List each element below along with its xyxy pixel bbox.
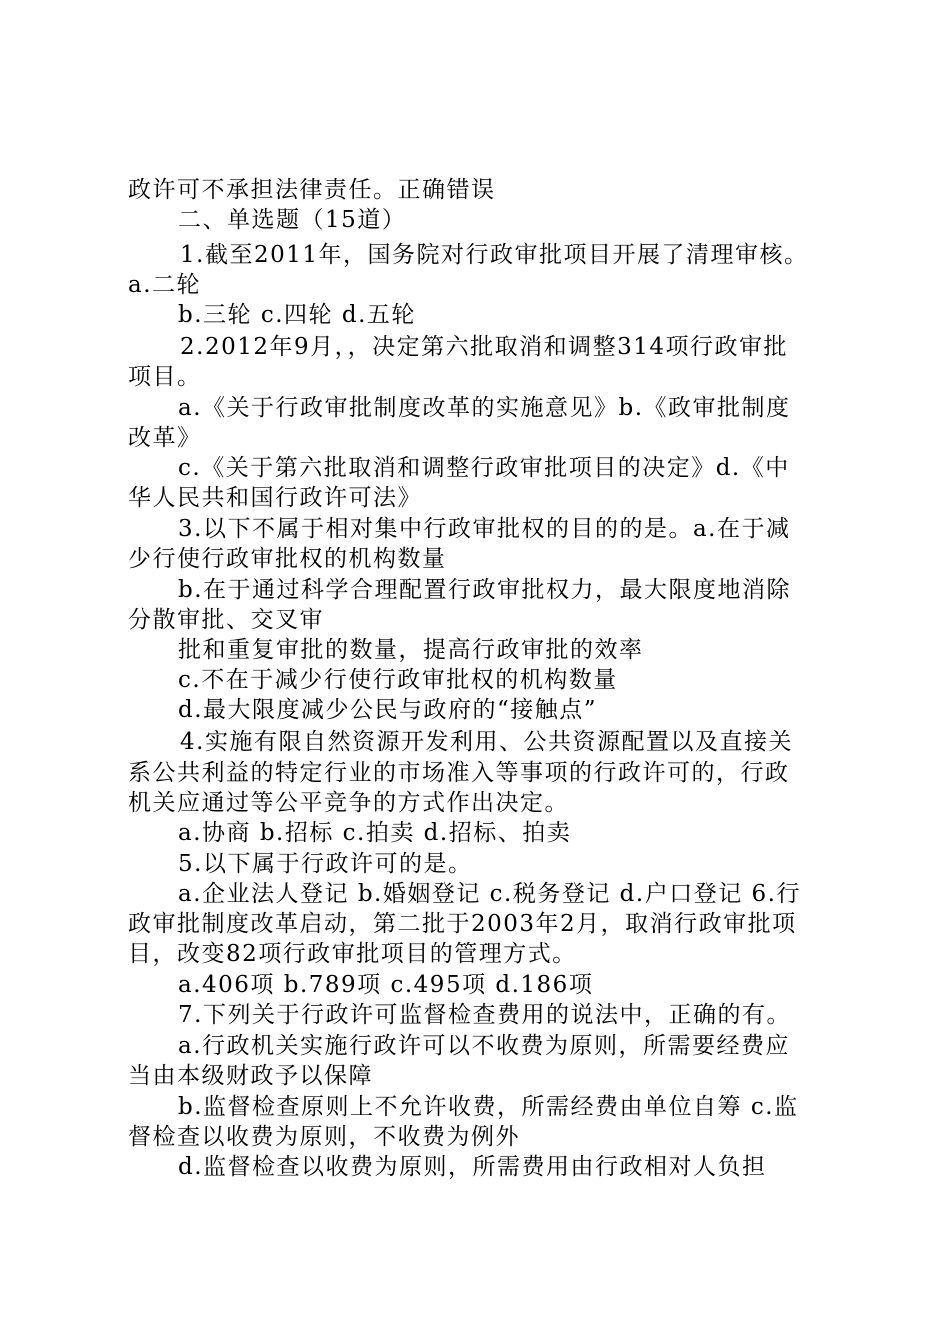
text-line: 当由本级财政予以保障 [128,1063,373,1089]
question-4: 4.实施有限自然资源开发利用、公共资源配置以及直接关 [180,729,793,755]
text-line: 目，改变82项行政审批项目的管理方式。 [128,941,577,967]
text-line: 少行使行政审批权的机构数量 [128,546,447,572]
text-line: a.行政机关实施行政许可以不收费为原则，所需要经费应 [178,1033,791,1059]
question-7: 7.下列关于行政许可监督检查费用的说法中，正确的有。 [178,1002,791,1028]
section-heading: 二、单选题（15道） [178,207,407,233]
text-line: b.三轮 c.四轮 d.五轮 [178,302,416,328]
text-line: 机关应通过等公平竞争的方式作出决定。 [128,790,569,816]
question-3: 3.以下不属于相对集中行政审批权的目的的是。a.在于减 [178,516,791,542]
text-line: a.企业法人登记 b.婚姻登记 c.税务登记 d.户口登记 6.行 [178,881,801,907]
text-line: b.在于通过科学合理配置行政审批权力，最大限度地消除 [178,577,792,603]
text-line: c.《关于第六批取消和调整行政审批项目的决定》d.《中 [178,455,790,481]
text-line: 项目。 [128,364,202,390]
question-5: 5.以下属于行政许可的是。 [178,851,473,877]
question-2: 2.2012年9月，，决定第六批取消和调整314项行政审批 [180,334,789,360]
text-line: a.406项 b.789项 c.495项 d.186项 [178,972,594,998]
text-line: 改革》 [128,425,202,451]
text-line: c.不在于减少行使行政审批权的机构数量 [178,667,618,693]
text-line: a.《关于行政审批制度改革的实施意见》b.《政审批制度 [178,395,791,421]
text-line: 华人民共和国行政许可法》 [128,485,422,511]
text-line: 督检查以收费为原则，不收费为例外 [128,1124,520,1150]
text-line: 系公共利益的特定行业的市场准入等事项的行政许可的，行政 [128,760,790,786]
text-line: b.监督检查原则上不允许收费，所需经费由单位自筹 c.监 [178,1094,799,1120]
text-line: 分散审批、交叉审 [128,607,324,633]
text-line: a.协商 b.招标 c.拍卖 d.招标、拍卖 [178,820,572,846]
question-1: 1.截至2011年，国务院对行政审批项目开展了清理审核。 [180,242,809,268]
text-line: d.最大限度减少公民与政府的“接触点” [178,697,598,723]
text-line: 政许可不承担法律责任。正确错误 [128,177,496,203]
text-line: 批和重复审批的数量，提高行政审批的效率 [178,637,644,663]
text-line: d.监督检查以收费为原则，所需费用由行政相对人负担 [178,1154,767,1180]
text-line: a.二轮 [128,272,202,298]
question-6: 政审批制度改革启动，第二批于2003年2月，取消行政审批项 [128,911,797,937]
